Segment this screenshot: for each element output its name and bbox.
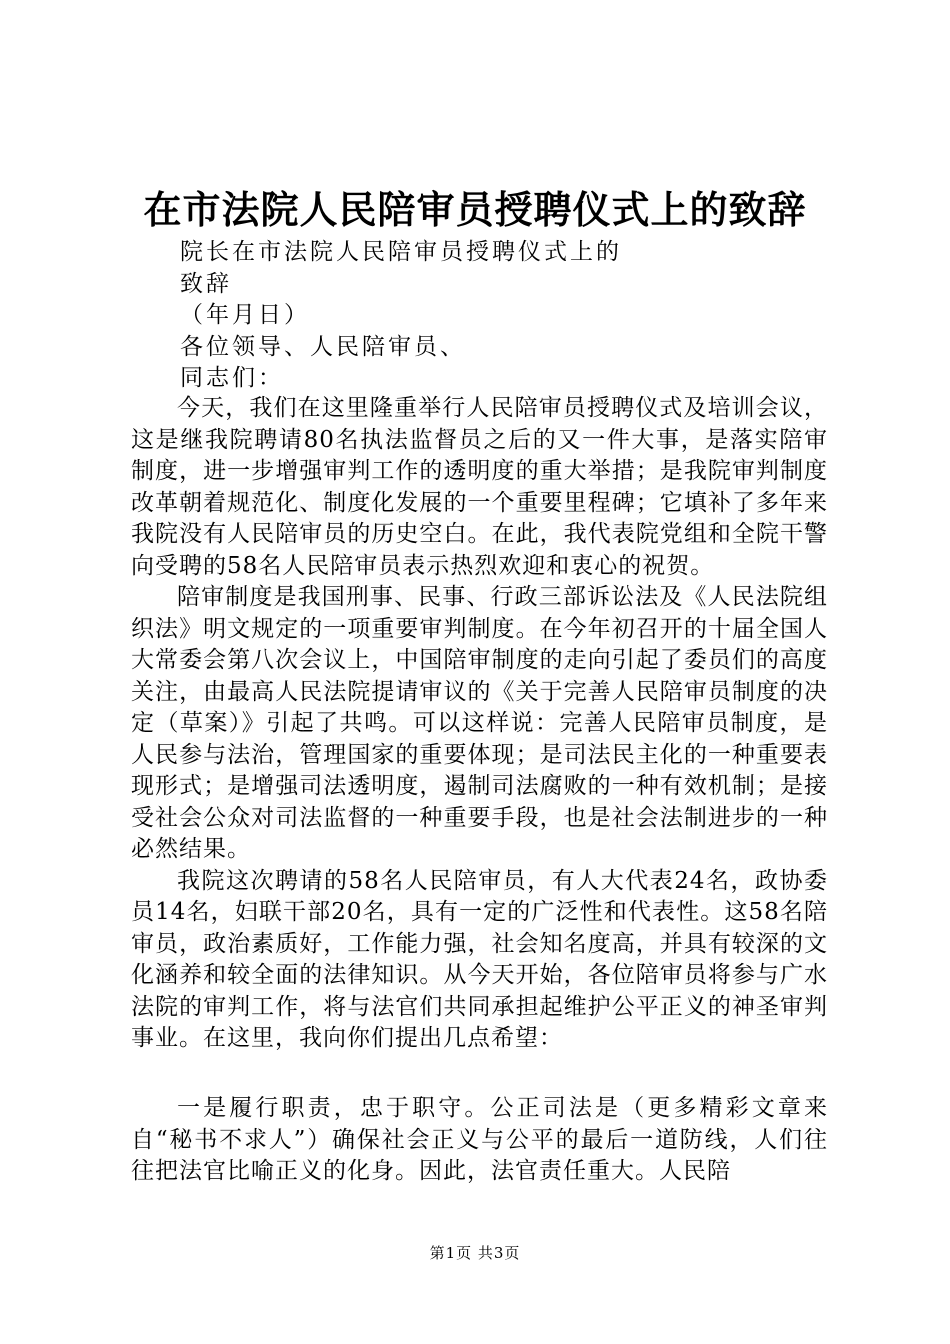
- salutation-line-1: 各位领导、人民陪审员、: [180, 334, 466, 360]
- paragraph-2: 陪审制度是我国刑事、民事、行政三部诉讼法及《人民法院组织法》明文规定的一项重要审判制度。在今年初召开的十届全国人大常委会第八次会议上，中国陪审制度的走向引起了委员们的高度关注，由最高人民法院提请审议的《关于完善人民陪审员制度的决定（草案）》引起了共鸣。可以这样说：完善人民陪审员制度，是人民参与法治，管理国家的重要体现；是司法民主化的一种重要表现形式；是增强司法透明度，遏制司法腐败的一种有效机制；是接受社会公众对司法监督的一种重要手段，也是社会法制进步的一种必然结果。: [131, 584, 828, 862]
- page-footer: 第1页 共3页: [429, 1244, 521, 1262]
- date-line: （年月日）: [180, 302, 310, 328]
- document-body: [131, 393, 828, 1055]
- document-body-continued: [131, 1093, 828, 1188]
- paragraph-1: 今天，我们在这里隆重举行人民陪审员授聘仪式及培训会议，这是继我院聘请80名执法监督员之后的又一件大事，是落实陪审制度，进一步增强审判工作的透明度的重大举措；是我院审判制度改革朝着规范化、制度化发展的一个重要里程碑；它填补了多年来我院没有人民陪审员的历史空白。在此，我代表院党组和全院干警向受聘的58名人民陪审员表示热烈欢迎和衷心的祝贺。: [131, 395, 828, 579]
- salutation-line-2: 同志们：: [180, 365, 284, 391]
- subtitle-line-2: 致辞: [180, 271, 232, 297]
- document-title: 在市法院人民陪审员授聘仪式上的致辞: [143, 187, 807, 232]
- paragraph-3: 我院这次聘请的58名人民陪审员，有人大代表24名，政协委员14名，妇联干部20名，具有一定的广泛性和代表性。这58名陪审员，政治素质好，工作能力强，社会知名度高，并具有较深的文化涵养和较全面的法律知识。从今天开始，各位陪审员将参与广水法院的审判工作，将与法官们共同承担起维护公平正义的神圣审判事业。在这里，我向你们提出几点希望：: [131, 867, 828, 1051]
- paragraph-4: 一是履行职责，忠于职守。公正司法是（更多精彩文章来自“秘书不求人”）确保社会正义与公平的最后一道防线，人们往往把法官比喻正义的化身。因此，法官责任重大。人民陪: [131, 1095, 828, 1184]
- subtitle-line-1: 院长在市法院人民陪审员授聘仪式上的: [180, 239, 622, 265]
